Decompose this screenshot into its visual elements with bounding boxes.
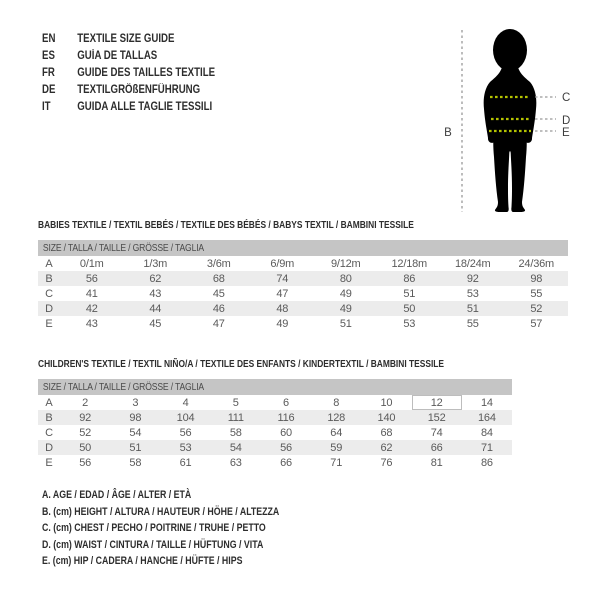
size-cell: 47 [276, 287, 289, 300]
legend-line: B. (cm) HEIGHT / ALTURA / HAUTEUR / HÖHE / ALTEZZA [42, 505, 280, 518]
table-row [38, 256, 568, 271]
children-section-title [38, 358, 512, 371]
language-title: TEXTILE SIZE GUIDE [77, 32, 175, 45]
size-cell: 46 [187, 301, 251, 316]
language-title: GUIDE DES TAILLES TEXTILE [77, 66, 216, 79]
row-label: D [38, 440, 60, 455]
size-cell: 56 [60, 271, 124, 286]
size-cell: 54 [211, 440, 261, 455]
language-row-de [42, 81, 215, 98]
language-title: GUIDA ALLE TAGLIE TESSILI [77, 100, 213, 113]
height-label: B [444, 127, 452, 139]
size-cell: 86 [480, 456, 493, 469]
row-label: B [38, 410, 60, 425]
legend-line: D. (cm) WAIST / CINTURA / TAILLE / HÜFTUNG / VITA [42, 538, 264, 551]
language-title: TEXTILGRÖßENFÜHRUNG [77, 83, 201, 96]
size-cell: 55 [530, 287, 543, 300]
size-cell: 45 [149, 317, 162, 330]
size-cell: 49 [339, 287, 352, 300]
size-cell: 80 [314, 271, 378, 286]
size-cell: 111 [211, 410, 261, 425]
language-code: DE [42, 83, 56, 96]
size-cell: 71 [462, 440, 512, 455]
size-cell: 74 [430, 426, 443, 439]
babies-size-table [38, 240, 568, 331]
size-cell: 92 [441, 271, 505, 286]
size-cell: 43 [149, 287, 162, 300]
size-cell: 63 [229, 456, 242, 469]
size-cell: 51 [110, 440, 160, 455]
size-cell: 3 [132, 396, 139, 409]
size-cell: 0/1m [79, 257, 104, 270]
table-row [38, 271, 568, 286]
table-row [38, 316, 568, 331]
legend-line: E. (cm) HIP / CADERA / HANCHE / HÜFTE / HIPS [42, 555, 243, 568]
language-row-es [42, 47, 215, 64]
size-cell: 14 [480, 396, 493, 409]
size-cell: 42 [60, 301, 124, 316]
size-cell: 1/3m [143, 257, 168, 270]
row-label: A [45, 396, 53, 409]
size-cell: 60 [280, 426, 292, 439]
size-cell: 52 [505, 301, 569, 316]
size-cell: 56 [79, 456, 92, 469]
legend-line: C. (cm) CHEST / PECHO / POITRINE / TRUHE / PETTO [42, 522, 266, 535]
table-row [38, 410, 512, 425]
size-cell: 51 [339, 317, 352, 330]
language-code: FR [42, 66, 55, 79]
waist-label: D [562, 115, 571, 127]
child-silhouette-diagram [428, 10, 596, 222]
table-row [38, 425, 512, 440]
size-cell: 48 [251, 301, 315, 316]
chest-label: C [562, 92, 571, 104]
size-cell: 56 [179, 426, 192, 439]
table-row [38, 440, 512, 455]
size-cell: 98 [110, 410, 160, 425]
table-row [38, 455, 512, 470]
size-cell: 50 [378, 301, 442, 316]
size-cell: 6/9m [270, 257, 295, 270]
size-cell: 86 [378, 271, 442, 286]
language-row-it [42, 98, 215, 115]
size-cell: 4 [182, 396, 189, 409]
size-cell: 140 [361, 410, 411, 425]
size-cell: 51 [441, 301, 505, 316]
size-cell: 9/12m [330, 257, 361, 270]
table-header-text: SIZE / TALLA / TAILLE / GRÖSSE / TAGLIA [42, 381, 205, 393]
language-code: EN [42, 32, 56, 45]
size-cell: 74 [251, 271, 315, 286]
size-cell: 64 [330, 426, 343, 439]
size-cell: 51 [403, 287, 416, 300]
size-cell: 68 [187, 271, 251, 286]
row-label: E [45, 456, 53, 469]
table-row [38, 395, 512, 410]
size-cell: 55 [466, 317, 479, 330]
children-size-table [38, 379, 512, 470]
size-cell: 53 [466, 287, 479, 300]
size-cell: 6 [283, 396, 289, 409]
babies-section-title-text: BABIES TEXTILE / TEXTIL BEBÉS / TEXTILE DES BÉBÉS / BABYS TEXTIL / BAMBINI TESSILE [38, 219, 414, 231]
size-cell: 41 [85, 287, 98, 300]
table-row [38, 301, 568, 316]
size-cell: 116 [261, 410, 311, 425]
size-cell: 62 [124, 271, 188, 286]
size-cell: 49 [276, 317, 289, 330]
row-label: C [45, 287, 53, 300]
size-cell: 54 [129, 426, 142, 439]
size-cell: 57 [530, 317, 543, 330]
size-cell: 8 [333, 396, 340, 409]
size-cell: 66 [412, 440, 462, 455]
hip-label: E [562, 127, 570, 139]
size-cell: 47 [212, 317, 225, 330]
size-cell: 66 [280, 456, 292, 469]
babies-section [38, 219, 568, 331]
size-cell: 43 [85, 317, 98, 330]
size-cell: 58 [229, 426, 242, 439]
row-label: C [45, 426, 53, 439]
size-cell: 59 [311, 440, 361, 455]
size-cell: 12 [412, 395, 462, 410]
language-title: GUÍA DE TALLAS [77, 49, 158, 62]
legend-line: A. AGE / EDAD / ÂGE / ALTER / ETÀ [42, 489, 192, 501]
size-cell: 104 [160, 410, 210, 425]
size-cell: 152 [412, 410, 462, 425]
children-section [38, 358, 512, 470]
size-cell: 50 [60, 440, 110, 455]
language-row-fr [42, 64, 215, 81]
table-row [38, 286, 568, 301]
size-cell: 52 [79, 426, 92, 439]
size-cell: 98 [505, 271, 569, 286]
size-cell: 53 [403, 317, 416, 330]
size-cell: 44 [124, 301, 188, 316]
row-label: B [38, 271, 60, 286]
size-cell: 49 [314, 301, 378, 316]
language-code: ES [42, 49, 55, 62]
size-cell: 58 [129, 456, 142, 469]
size-cell: 92 [60, 410, 110, 425]
size-cell: 84 [480, 426, 493, 439]
row-label: D [38, 301, 60, 316]
row-label: A [45, 257, 53, 270]
size-cell: 164 [462, 410, 512, 425]
size-cell: 12/18m [391, 257, 427, 270]
language-code: IT [42, 100, 51, 113]
language-row-en [42, 30, 215, 47]
size-cell: 18/24m [455, 257, 491, 270]
table-header-band [38, 379, 512, 395]
size-cell: 128 [311, 410, 361, 425]
size-cell: 81 [430, 456, 443, 469]
size-cell: 68 [380, 426, 393, 439]
size-cell: 5 [232, 396, 239, 409]
measurement-legend [42, 487, 339, 570]
children-section-title-text: CHILDREN'S TEXTILE / TEXTIL NIÑO/A / TEXTILE DES ENFANTS / KINDERTEXTIL / BAMBINI TESSILE [38, 358, 445, 370]
language-title-block [42, 30, 248, 115]
size-cell: 76 [380, 456, 393, 469]
size-cell: 2 [82, 396, 89, 409]
table-header-text: SIZE / TALLA / TAILLE / GRÖSSE / TAGLIA [42, 242, 205, 254]
size-cell: 53 [160, 440, 210, 455]
size-cell: 24/36m [518, 257, 554, 270]
size-cell: 56 [261, 440, 311, 455]
size-cell: 10 [380, 396, 393, 409]
row-label: E [45, 317, 53, 330]
size-cell: 62 [361, 440, 411, 455]
babies-section-title [38, 219, 568, 232]
size-cell: 45 [212, 287, 225, 300]
child-body-silhouette [484, 62, 537, 212]
table-header-band [38, 240, 568, 256]
size-cell: 61 [179, 456, 192, 469]
size-guide-figure [428, 10, 596, 222]
size-cell: 3/6m [206, 257, 231, 270]
size-cell: 71 [330, 456, 343, 469]
